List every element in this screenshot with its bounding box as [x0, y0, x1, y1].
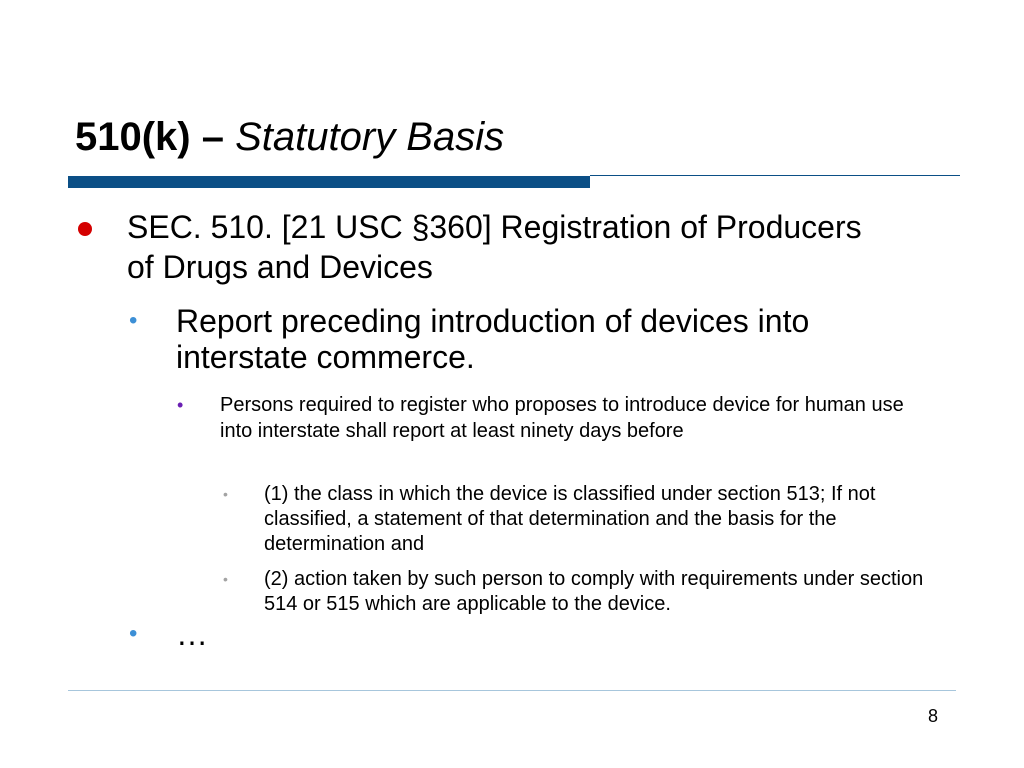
footer-rule — [68, 690, 956, 691]
red-dot-bullet-icon — [78, 222, 92, 236]
purple-bullet-icon: • — [177, 395, 184, 415]
bullet-text: (1) the class in which the device is classified under section 513; If not classified, a statement of that determination and the basis for the determination and — [264, 483, 876, 555]
bullet-text: (2) action taken by such person to comply with requirements under section 514 or 515 which are applicable to the device. — [264, 568, 924, 615]
gray-bullet-icon: • — [223, 486, 228, 502]
bullet-level2-ellipsis — [129, 616, 936, 652]
bullet-text: Persons required to register who proposes to introduce device for human use into interstate shall report at least ninety days before — [220, 394, 904, 442]
bullet-text: … — [176, 616, 208, 652]
page-number: 8 — [927, 706, 938, 726]
gray-bullet-icon: • — [223, 571, 228, 587]
bullet-text: SEC. 510. [21 USC §360] Registration of Producers of Drugs and Devices — [127, 209, 862, 285]
bullet-level4-action — [223, 567, 954, 617]
bullet-level3-persons — [177, 392, 940, 444]
bullet-level2-report — [129, 303, 936, 375]
title-main: 510(k) – — [75, 115, 224, 159]
blue-bullet-icon: • — [129, 307, 138, 334]
title-underline-extension — [590, 175, 960, 176]
blue-bullet-icon: • — [129, 620, 138, 647]
bullet-level1-sec510 — [127, 207, 887, 287]
title-subtitle: Statutory Basis — [235, 115, 505, 159]
bullet-level4-class — [223, 482, 954, 557]
bullet-text: Report preceding introduction of devices into interstate commerce. — [176, 303, 810, 375]
slide-title — [75, 107, 504, 167]
title-underline — [68, 176, 590, 188]
